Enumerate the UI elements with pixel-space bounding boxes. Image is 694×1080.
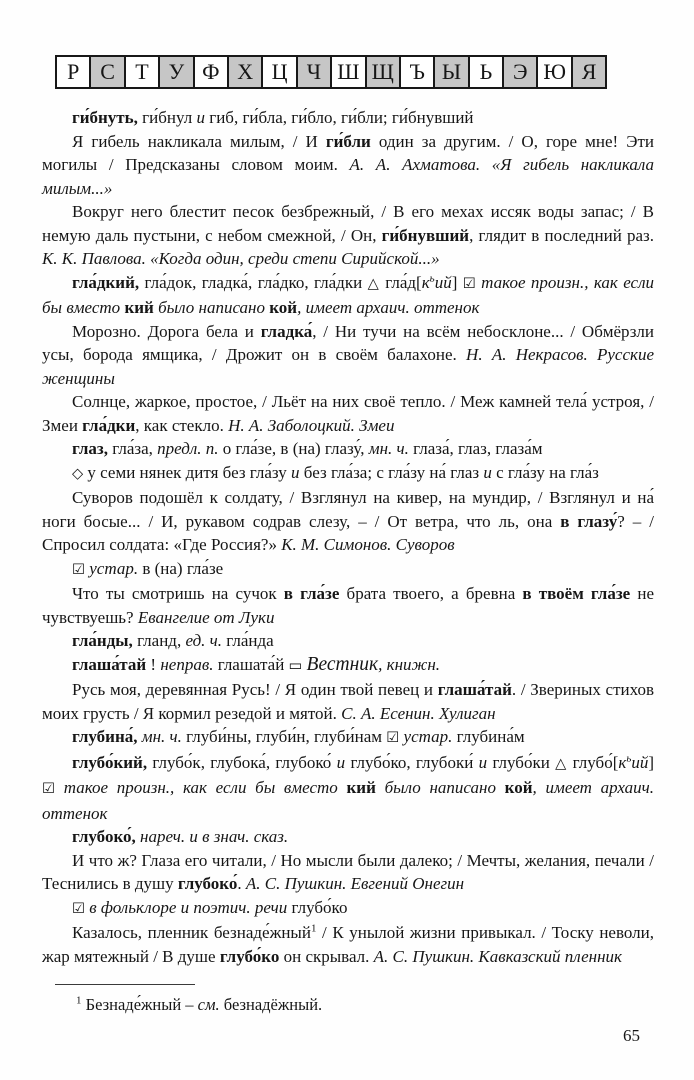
alphabet-tab-Я: Я: [571, 55, 607, 89]
alphabet-tab-Р: Р: [55, 55, 91, 89]
paragraph: [42, 896, 654, 922]
symbol-glyph: ☑: [72, 561, 85, 578]
paragraph: [42, 751, 654, 826]
paragraph: [42, 320, 654, 391]
text-run: глубо́ки: [487, 752, 556, 772]
alphabet-tab-Э: Э: [502, 55, 538, 89]
alphabet-tab-Ч: Ч: [296, 55, 332, 89]
text-run: глубоко́: [177, 874, 238, 893]
alphabet-tab-С: С: [89, 55, 125, 89]
text-run: Безнаде́жный –: [81, 995, 198, 1014]
alphabet-tab-Ш: Ш: [330, 55, 366, 89]
text-run: он скрывал.: [279, 946, 374, 966]
text-run: 1: [76, 994, 82, 1007]
text-run: ги́бнул: [137, 108, 197, 127]
paragraph: [42, 825, 654, 849]
text-run: 1: [310, 922, 317, 935]
text-run: книжн.: [386, 654, 441, 674]
text-run: Я гибель накликала милым, / И: [72, 131, 326, 151]
alphabet-tab-Ы: Ы: [433, 55, 469, 89]
text-run: Н. А. Некрасов. Русские женщины: [42, 345, 654, 388]
text-run: гла́дки: [82, 415, 136, 435]
text-run: кой: [269, 298, 298, 317]
text-run: Евангелие от Луки: [137, 607, 275, 627]
text-run: ги́бли: [325, 131, 371, 151]
symbol-glyph: △: [555, 755, 568, 772]
text-run: глубо́[: [567, 752, 619, 772]
text-run: нареч. и в знач. сказ.: [140, 827, 289, 846]
alphabet-tab-Ь: Ь: [468, 55, 504, 89]
text-run: Вестник: [306, 653, 379, 675]
footnote-text: [42, 993, 654, 1017]
text-run: гла́д[: [379, 272, 422, 292]
paragraph: [42, 437, 654, 461]
text-run: мн. ч.: [141, 727, 182, 746]
text-run: . / Звериных стихов моих грусть / Я кормил резедой и мятой.: [42, 680, 655, 723]
footnote-divider: [55, 984, 195, 985]
text-run: глаз,: [72, 439, 108, 458]
text-run: один за другим. / О, горе мне! Эти могилы / Предсказаны словом моим.: [42, 131, 654, 174]
symbol-glyph: ☑: [462, 275, 476, 292]
paragraph: [42, 921, 654, 968]
text-run: гла́док, гладка́, гла́дко, гла́дки: [139, 272, 368, 292]
text-run: .: [237, 874, 246, 893]
text-run: / К унылой жизни привыкал. / Тоску неволи, жар мятежный / В душе: [42, 923, 654, 966]
text-run: А. С. Пушкин. Евгений Онегин: [245, 874, 465, 893]
alphabet-tab-Х: Х: [227, 55, 263, 89]
text-run: , имеет архаич. оттенок: [42, 778, 654, 823]
text-run: см.: [197, 995, 220, 1014]
text-run: в глазу́: [560, 511, 618, 531]
text-run: в твоём гла́зе: [522, 584, 631, 603]
paragraph: [42, 130, 654, 201]
text-run: Вокруг него блестит песок безбрежный, / В его мехах иссяк воды запас; / В немую даль пустыни, с небом смежной, / Он,: [42, 202, 654, 245]
text-run: ий: [434, 272, 452, 292]
symbol-glyph: ◇: [72, 465, 84, 482]
alphabet-tab-Т: Т: [124, 55, 160, 89]
alphabet-tab-Щ: Щ: [365, 55, 401, 89]
text-run: ги́бнуть,: [72, 108, 138, 127]
paragraph: [42, 461, 654, 487]
paragraph: [42, 678, 654, 725]
text-run: ]: [451, 272, 463, 292]
text-run: К. М. Симонов. Суворов: [281, 535, 455, 554]
text-run: [55, 778, 64, 797]
text-run: Казалось, пленник безнаде́жный: [72, 923, 311, 942]
paragraph: [42, 849, 654, 896]
symbol-glyph: △: [367, 275, 380, 292]
text-run: и: [336, 752, 346, 772]
alphabet-tab-У: У: [158, 55, 194, 89]
text-run: такое произн., как если бы вместо: [63, 778, 347, 797]
text-run: С. А. Есенин. Хулиган: [341, 703, 496, 723]
paragraph: [42, 582, 654, 629]
text-run: , имеет архаич. оттенок: [297, 298, 480, 317]
text-run: неправ.: [160, 654, 214, 674]
text-run: глаша́тай: [437, 680, 512, 699]
paragraph: [42, 629, 654, 653]
text-run: А. С. Пушкин. Кавказский пленник: [373, 946, 622, 966]
symbol-glyph: ☑: [42, 781, 55, 797]
symbol-glyph: ☑: [72, 900, 85, 917]
text-run: ,: [378, 654, 387, 674]
text-run: глаза́, глаз, глаза́м: [408, 439, 543, 458]
paragraph: [42, 653, 654, 679]
text-run: без гла́за; с гла́зу на́ глаз: [299, 462, 484, 482]
alphabet-tab-Ю: Ю: [536, 55, 572, 89]
text-run: и: [478, 752, 488, 772]
text-run: мн. ч.: [368, 439, 409, 458]
text-run: в гла́зе: [283, 584, 340, 603]
paragraph: [42, 106, 654, 130]
text-run: А. А. Ахматова. «Я гибель накликала милым...»: [42, 155, 654, 198]
text-run: Суворов подошёл к солдату, / Взглянул на кивер, на мундир, / Взглянул и на́ ноги босые... / И, рукавом содрав слезу, – / От ветра, что ль, она: [42, 488, 654, 531]
alphabet-tab-Ф: Ф: [193, 55, 229, 89]
text-run: глубо́кий,: [72, 752, 148, 772]
text-run: устар.: [89, 558, 139, 578]
symbol-glyph: ☑: [386, 730, 400, 746]
alphabet-tab-Ъ: Ъ: [399, 55, 435, 89]
text-run: глубо́ко, глубоки́: [345, 752, 479, 772]
text-run: Русь моя, деревянная Русь! / Я один твой певец и: [72, 680, 438, 699]
text-run: в (на) гла́зе: [138, 558, 224, 578]
text-run: И что ж? Глаза его читали, / Но мысли были далеко; / Мечты, желания, печали / Теснились в душу: [42, 850, 654, 893]
text-run: , как стекло.: [135, 415, 229, 435]
text-run: глашата́й: [213, 654, 289, 674]
text-run: ь: [626, 751, 632, 764]
text-run: глуби́ны, глуби́н, глуби́нам: [181, 727, 387, 746]
text-run: и: [483, 462, 492, 482]
text-run: предл. п.: [157, 439, 219, 458]
text-run: гла́дкий,: [72, 272, 140, 292]
text-run: ь: [429, 271, 435, 284]
text-run: глубо́ко: [287, 897, 348, 917]
text-run: и: [291, 462, 300, 482]
text-run: гланд,: [132, 631, 186, 650]
paragraph: [42, 725, 654, 751]
text-run: к: [618, 752, 627, 772]
paragraph: [42, 271, 654, 320]
alphabet-index-bar: [55, 55, 607, 89]
text-run: с гла́зу на гла́з: [491, 462, 599, 482]
text-run: глубина́м: [452, 727, 525, 746]
text-run: гла́нды,: [72, 631, 133, 650]
text-run: глубоко́,: [72, 827, 136, 846]
alphabet-tab-Ц: Ц: [261, 55, 297, 89]
text-run: ? – / Спросил солдата: «Где Россия?»: [42, 511, 654, 554]
text-run: К. К. Павлова. «Когда один, среди степи Сирийской...»: [42, 249, 440, 268]
text-run: Морозно. Дорога бела и: [72, 321, 261, 341]
text-run: Что ты смотришь на сучок: [72, 584, 284, 603]
paragraph: [42, 486, 654, 557]
text-run: брата твоего, а бревна: [339, 584, 523, 603]
text-run: было написано: [153, 298, 270, 317]
text-run: кой: [504, 778, 533, 797]
text-run: ги́бнувший: [381, 225, 470, 245]
paragraph: [42, 200, 654, 271]
text-run: устар.: [403, 727, 453, 746]
text-run: и: [196, 108, 205, 127]
text-run: , глядит в последний раз.: [469, 225, 654, 245]
paragraph: [42, 390, 654, 437]
text-run: кий: [346, 778, 376, 797]
text-run: глаша́тай: [72, 654, 147, 674]
text-run: ий: [631, 752, 649, 772]
text-run: гиб, ги́бла, ги́бло, ги́бли; ги́бнувший: [204, 108, 474, 127]
text-run: гла́нда: [222, 631, 274, 650]
text-run: у семи нянек дитя без гла́зу: [83, 462, 292, 482]
text-run: о гла́зе, в (на) глазу́,: [218, 439, 369, 458]
text-run: к: [421, 272, 430, 292]
text-run: не чувствуешь?: [42, 584, 654, 627]
text-run: ед. ч.: [185, 631, 223, 650]
text-run: Солнце, жаркое, простое, / Льёт на них своё тепло. / Меж камней тела́ устроя, / Змеи: [42, 392, 654, 435]
text-run: Н. А. Заболоцкий. Змеи: [228, 415, 395, 435]
paragraph: [42, 557, 654, 583]
text-run: гла́за,: [107, 439, 158, 458]
dictionary-entries: [42, 106, 654, 1017]
text-run: кий: [124, 298, 154, 317]
text-run: гладка́: [260, 321, 313, 341]
text-run: , / Ни тучи на всём небосклоне... / Обмёрзли усы, борода ямщика, / Дрожит он в своём балахоне.: [42, 321, 654, 364]
text-run: безнадёжный.: [219, 995, 323, 1014]
footnote-block: [42, 984, 654, 1017]
text-run: !: [146, 654, 161, 674]
text-run: ]: [648, 752, 654, 772]
text-run: в фольклоре и поэтич. речи: [89, 897, 288, 917]
text-run: такое произн., как если бы вместо: [42, 272, 654, 317]
text-run: глубо́к, глубока́, глубоко́: [147, 752, 337, 772]
text-run: глубина́,: [72, 727, 138, 746]
text-run: глубо́ко: [219, 946, 280, 966]
page-number: 65: [623, 1026, 640, 1045]
symbol-glyph: ▭: [288, 657, 303, 674]
text-run: было написано: [375, 778, 505, 797]
